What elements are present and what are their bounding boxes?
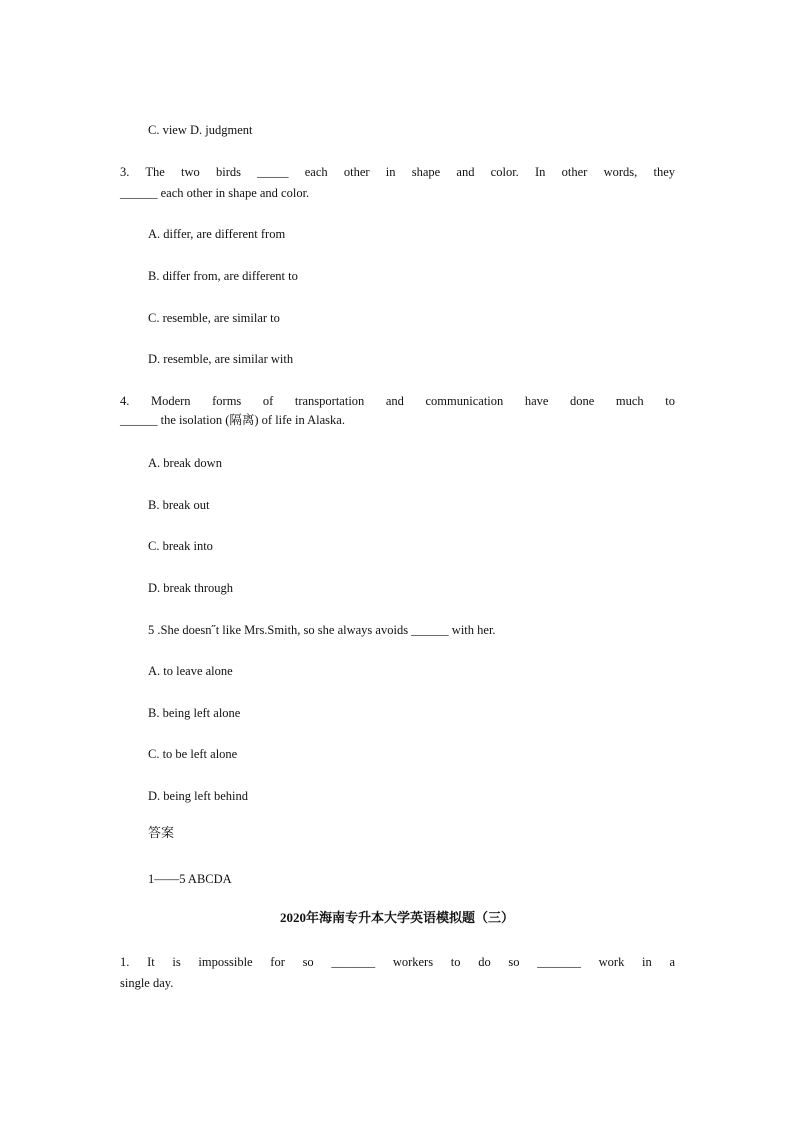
q3-option-b: B. differ from, are different to: [148, 269, 298, 283]
q5-option-c: C. to be left alone: [148, 747, 238, 761]
section-q1-stem-line1: 1. It is impossible for so _______ workers to do so _______ work in a: [120, 955, 675, 969]
q4-option-b: B. break out: [148, 498, 210, 512]
q5-stem: 5 .She doesn˝t like Mrs.Smith, so she always avoids ______ with her.: [148, 623, 496, 637]
q3-stem-line1: 3. The two birds _____ each other in shape and color. In other words, they: [120, 165, 675, 179]
q3-option-d: D. resemble, are similar with: [148, 352, 294, 366]
q5-option-b: B. being left alone: [148, 706, 241, 720]
q3-option-a: A. differ, are different from: [148, 227, 286, 241]
section-q1-stem-line2: single day.: [120, 976, 174, 990]
answers-heading: 答案: [148, 826, 175, 841]
q5-option-d: D. being left behind: [148, 789, 248, 803]
q4-option-c: C. break into: [148, 539, 213, 553]
q3-option-c: C. resemble, are similar to: [148, 311, 280, 325]
q4-option-d: D. break through: [148, 581, 234, 595]
q3-stem-line2: ______ each other in shape and color.: [120, 186, 310, 200]
answers-text: 1——5 ABCDA: [148, 872, 232, 886]
q4-stem-line2: ______ the isolation (隔离) of life in Alaska.: [120, 413, 345, 427]
q4-option-a: A. break down: [148, 456, 222, 470]
q2-options-cd: C. view D. judgment: [148, 123, 253, 137]
q5-option-a: A. to leave alone: [148, 664, 233, 678]
section-title: 2020年海南专升本大学英语模拟题（三）: [279, 910, 514, 925]
q4-stem-line1: 4. Modern forms of transportation and communication have done much to: [120, 394, 675, 408]
